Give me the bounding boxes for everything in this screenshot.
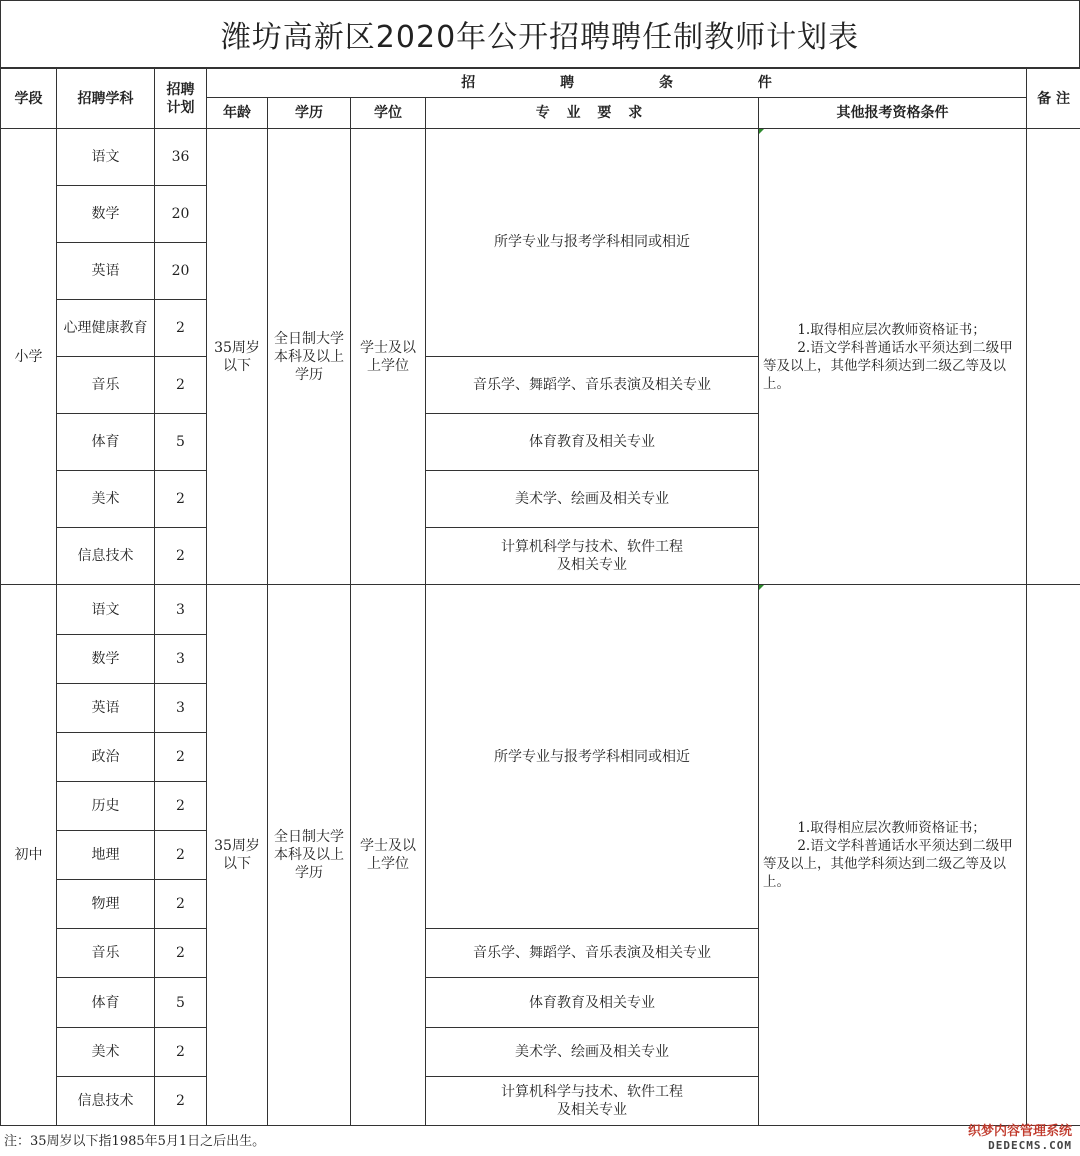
plan-cell (155, 782, 207, 831)
table-row (1, 129, 1080, 186)
subject-cell (57, 243, 155, 300)
plan-cell-text: 2 (176, 847, 185, 863)
plan-cell-text: 5 (176, 434, 185, 450)
major-cell-text: 美术学、绘画及相关专业 (515, 1044, 669, 1060)
major-cell (426, 1077, 759, 1126)
footnote: 注：35周岁以下指1985年5月1日之后出生。 (4, 1134, 266, 1149)
major-cell-text: 体育教育及相关专业 (529, 434, 655, 450)
remark-cell (1027, 129, 1080, 585)
subject-cell (57, 300, 155, 357)
header-stage: 学段 (1, 69, 57, 129)
major-cell-text: 音乐学、舞蹈学、音乐表演及相关专业 (473, 377, 711, 393)
subject-cell (57, 978, 155, 1028)
header-subject: 招聘学科 (57, 69, 155, 129)
major-cell (426, 357, 759, 414)
plan-cell-text: 36 (171, 149, 190, 165)
education-cell-text: 全日制大学 本科及以上 学历 (274, 829, 344, 881)
plan-cell (155, 528, 207, 585)
subject-cell-text: 数学 (91, 206, 120, 222)
plan-cell-text: 2 (176, 945, 185, 961)
other-conditions-cell (759, 129, 1027, 585)
other-conditions-cell-text: 1.取得相应层次教师资格证书； 2.语文学科普通话水平须达到二级甲等及以上，其他学科须达到二级乙等及以上。 (763, 321, 1013, 392)
subject-cell (57, 782, 155, 831)
watermark-cn: 织梦内容管理系统 (967, 1124, 1072, 1139)
header-remark: 备 注 (1027, 69, 1080, 129)
plan-cell-text: 2 (176, 896, 185, 912)
cell-marker-icon (759, 585, 764, 590)
plan-cell-text: 2 (176, 548, 185, 564)
major-cell-text: 美术学、绘画及相关专业 (515, 491, 669, 507)
plan-cell-text: 2 (176, 377, 185, 393)
stage-cell (1, 585, 57, 1126)
plan-cell (155, 978, 207, 1028)
watermark-logo (968, 1120, 1072, 1152)
header-degree: 学位 (351, 98, 426, 129)
subject-cell (57, 357, 155, 414)
subject-cell (57, 880, 155, 929)
degree-cell-text: 学士及以 上学位 (360, 339, 416, 374)
recruitment-table (0, 68, 1080, 1126)
plan-cell-text: 2 (176, 798, 185, 814)
plan-cell (155, 300, 207, 357)
subject-cell-text: 心理健康教育 (63, 320, 148, 336)
major-cell (426, 978, 759, 1028)
plan-cell-text: 3 (176, 651, 185, 667)
header-plan (155, 69, 207, 129)
age-cell (207, 129, 268, 585)
subject-cell-text: 物理 (91, 896, 120, 912)
education-cell (268, 585, 351, 1126)
header-education: 学历 (268, 98, 351, 129)
major-cell (426, 414, 759, 471)
subject-cell-text: 美术 (91, 491, 120, 507)
plan-cell (155, 635, 207, 684)
other-conditions-cell-text: 1.取得相应层次教师资格证书； 2.语文学科普通话水平须达到二级甲等及以上，其他学科须达到二级乙等及以上。 (763, 820, 1013, 890)
major-cell (426, 528, 759, 585)
plan-cell-text: 2 (176, 1044, 185, 1060)
age-cell-text: 35周岁 以下 (214, 838, 260, 872)
plan-cell (155, 733, 207, 782)
subject-cell-text: 体育 (91, 994, 120, 1011)
header-plan-text: 招聘 计划 (166, 81, 195, 116)
subject-cell-text: 体育 (91, 434, 120, 450)
major-cell (426, 471, 759, 528)
major-cell-text: 所学专业与报考学科相同或相近 (494, 748, 690, 765)
plan-cell (155, 186, 207, 243)
plan-cell (155, 684, 207, 733)
subject-cell (57, 585, 155, 635)
plan-cell-text: 2 (176, 1093, 185, 1109)
subject-cell-text: 地理 (91, 847, 120, 863)
subject-cell-text: 信息技术 (77, 548, 134, 564)
subject-cell-text: 语文 (91, 601, 120, 618)
subject-cell (57, 929, 155, 978)
plan-cell (155, 929, 207, 978)
age-cell-text: 35周岁 以下 (214, 339, 260, 374)
education-cell-text: 全日制大学 本科及以上 学历 (274, 330, 344, 383)
major-cell (426, 129, 759, 357)
subject-cell-text: 信息技术 (77, 1093, 134, 1109)
degree-cell (351, 129, 426, 585)
degree-cell-text: 学士及以 上学位 (360, 838, 416, 872)
header-other: 其他报考资格条件 (759, 98, 1027, 129)
major-cell-text: 体育教育及相关专业 (529, 994, 655, 1011)
major-cell (426, 1028, 759, 1077)
watermark-en: DEDECMS.COM (988, 1139, 1072, 1152)
subject-cell (57, 1077, 155, 1126)
header-age: 年龄 (207, 98, 268, 129)
subject-cell (57, 635, 155, 684)
plan-cell (155, 129, 207, 186)
subject-cell (57, 471, 155, 528)
subject-cell-text: 历史 (91, 798, 120, 814)
subject-cell-text: 英语 (91, 263, 120, 279)
plan-cell (155, 831, 207, 880)
subject-cell (57, 414, 155, 471)
major-cell (426, 585, 759, 929)
remark-cell (1027, 585, 1080, 1126)
major-cell-text: 音乐学、舞蹈学、音乐表演及相关专业 (473, 945, 711, 961)
plan-cell-text: 2 (176, 320, 185, 336)
stage-cell-text: 小学 (14, 348, 43, 365)
other-conditions-cell (759, 585, 1027, 1126)
major-cell-text: 计算机科学与技术、软件工程 及相关专业 (501, 1084, 683, 1118)
subject-cell (57, 831, 155, 880)
stage-cell-text: 初中 (14, 847, 43, 863)
plan-cell (155, 1077, 207, 1126)
plan-cell-text: 5 (176, 994, 185, 1011)
plan-cell (155, 880, 207, 929)
plan-cell (155, 243, 207, 300)
major-cell (426, 929, 759, 978)
education-cell (268, 129, 351, 585)
subject-cell (57, 684, 155, 733)
major-cell-text: 所学专业与报考学科相同或相近 (494, 234, 690, 250)
plan-cell-text: 20 (171, 263, 190, 279)
subject-cell-text: 英语 (91, 700, 120, 716)
subject-cell (57, 1028, 155, 1077)
subject-cell (57, 528, 155, 585)
plan-cell (155, 357, 207, 414)
subject-cell-text: 音乐 (91, 377, 120, 393)
subject-cell (57, 733, 155, 782)
cell-marker-icon (759, 129, 764, 134)
plan-cell (155, 1028, 207, 1077)
plan-cell-text: 3 (176, 601, 185, 618)
major-cell-text: 计算机科学与技术、软件工程 及相关专业 (501, 539, 683, 573)
table-row (1, 585, 1080, 635)
plan-cell-text: 20 (171, 206, 190, 222)
stage-cell (1, 129, 57, 585)
age-cell (207, 585, 268, 1126)
subject-cell-text: 美术 (91, 1044, 120, 1060)
plan-cell (155, 471, 207, 528)
degree-cell (351, 585, 426, 1126)
subject-cell-text: 政治 (91, 749, 120, 765)
subject-cell (57, 186, 155, 243)
subject-cell-text: 语文 (91, 149, 120, 165)
subject-cell (57, 129, 155, 186)
header-major: 专 业 要 求 (426, 98, 759, 129)
header-conditions: 招 聘 条 件 (207, 69, 1027, 98)
plan-cell (155, 585, 207, 635)
plan-cell-text: 2 (176, 491, 185, 507)
subject-cell-text: 音乐 (91, 945, 120, 961)
plan-cell (155, 414, 207, 471)
subject-cell-text: 数学 (91, 651, 120, 667)
page-title: 潍坊高新区2020年公开招聘聘任制教师计划表 (0, 0, 1080, 68)
plan-cell-text: 3 (176, 700, 185, 716)
plan-cell-text: 2 (176, 749, 185, 765)
